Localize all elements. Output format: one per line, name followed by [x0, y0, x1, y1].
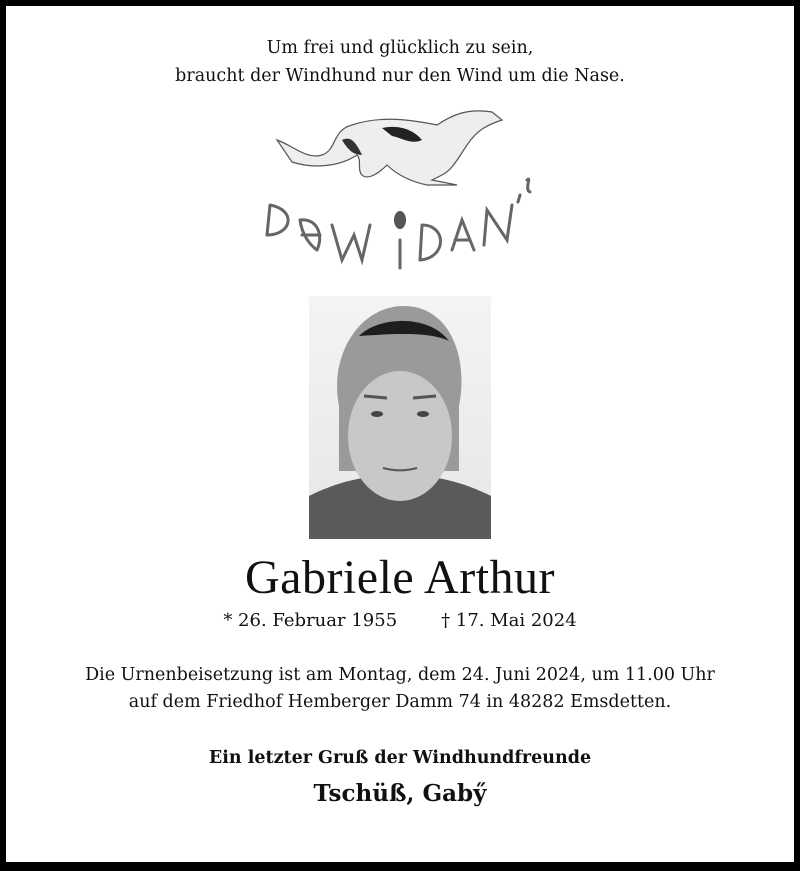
quote-line-1: Um frei und glücklich zu sein,: [266, 38, 534, 58]
farewell: Tschüß, Gaby̋: [313, 780, 487, 807]
birth-date: * 26. Februar 1955: [223, 610, 398, 631]
funeral-details: [0, 662, 800, 716]
deceased-name: Gabriele Arthur: [244, 551, 556, 604]
quote-line-2: braucht der Windhund nur den Wind um die Nase.: [175, 66, 625, 86]
death-date: † 17. Mai 2024: [441, 610, 577, 631]
quote: [0, 34, 800, 90]
life-dates: [0, 610, 800, 631]
dawidans-greyhound-logo: [262, 100, 537, 272]
portrait-photo: [309, 296, 491, 539]
funeral-details-line-1: Die Urnenbeisetzung ist am Montag, dem 24. Juni 2024, um 11.00 Uhr: [85, 665, 715, 685]
funeral-details-line-2: auf dem Friedhof Hemberger Damm 74 in 48282 Emsdetten.: [128, 692, 672, 712]
greeting: Ein letzter Gruß der Windhundfreunde: [208, 748, 592, 768]
